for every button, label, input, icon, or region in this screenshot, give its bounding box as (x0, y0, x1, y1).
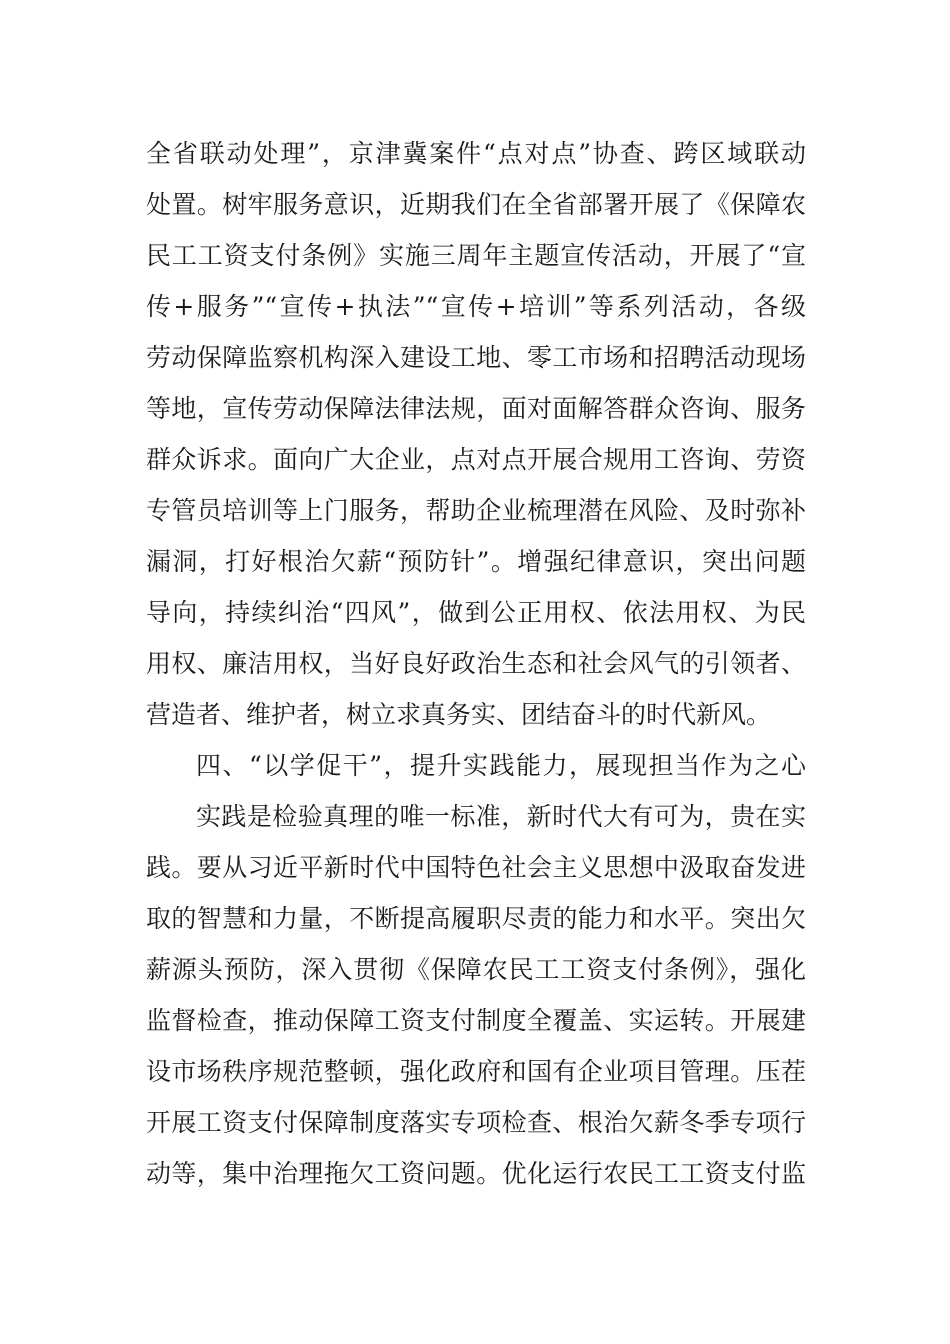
text-line: 劳动保障监察机构深入建设工地、零工市场和招聘活动现场 (146, 343, 806, 372)
text-line: 监督检查，推动保障工资支付制度全覆盖、实运转。开展建 (146, 1006, 806, 1035)
text-line: 践。要从习近平新时代中国特色社会主义思想中汲取奋发进 (146, 853, 806, 882)
text-line: 动等，集中治理拖欠工资问题。优化运行农民工工资支付监 (146, 1159, 806, 1188)
paragraph-first-line: 实践是检验真理的唯一标准，新时代大有可为，贵在实 (196, 802, 806, 831)
text-line: 开展工资支付保障制度落实专项检查、根治欠薪冬季专项行 (146, 1108, 806, 1137)
text-line: 传+服务”“宣传+执法”“宣传+培训”等系列活动，各级 (146, 292, 806, 321)
text-line: 等地，宣传劳动保障法律法规，面对面解答群众咨询、服务 (146, 394, 806, 423)
text-line: 全省联动处理”，京津冀案件“点对点”协查、跨区域联动 (146, 139, 806, 168)
text-line: 漏洞，打好根治欠薪“预防针”。增强纪律意识，突出问题 (146, 547, 806, 576)
section-heading: 四、“以学促干”，提升实践能力，展现担当作为之心 (196, 751, 806, 780)
text-line: 处置。树牢服务意识，近期我们在全省部署开展了《保障农 (146, 190, 806, 219)
text-line: 设市场秩序规范整顿，强化政府和国有企业项目管理。压茬 (146, 1057, 806, 1086)
text-line: 薪源头预防，深入贯彻《保障农民工工资支付条例》，强化 (146, 955, 806, 984)
paragraph-last-line: 营造者、维护者，树立求真务实、团结奋斗的时代新风。 (146, 700, 772, 729)
text-line: 民工工资支付条例》实施三周年主题宣传活动，开展了“宣 (146, 241, 806, 270)
text-line: 取的智慧和力量，不断提高履职尽责的能力和水平。突出欠 (146, 904, 806, 933)
text-line: 导向，持续纠治“四风”，做到公正用权、依法用权、为民 (146, 598, 806, 627)
document-body (146, 128, 806, 1199)
text-line: 用权、廉洁用权，当好良好政治生态和社会风气的引领者、 (146, 649, 806, 678)
text-line: 专管员培训等上门服务，帮助企业梳理潜在风险、及时弥补 (146, 496, 806, 525)
text-line: 群众诉求。面向广大企业，点对点开展合规用工咨询、劳资 (146, 445, 806, 474)
